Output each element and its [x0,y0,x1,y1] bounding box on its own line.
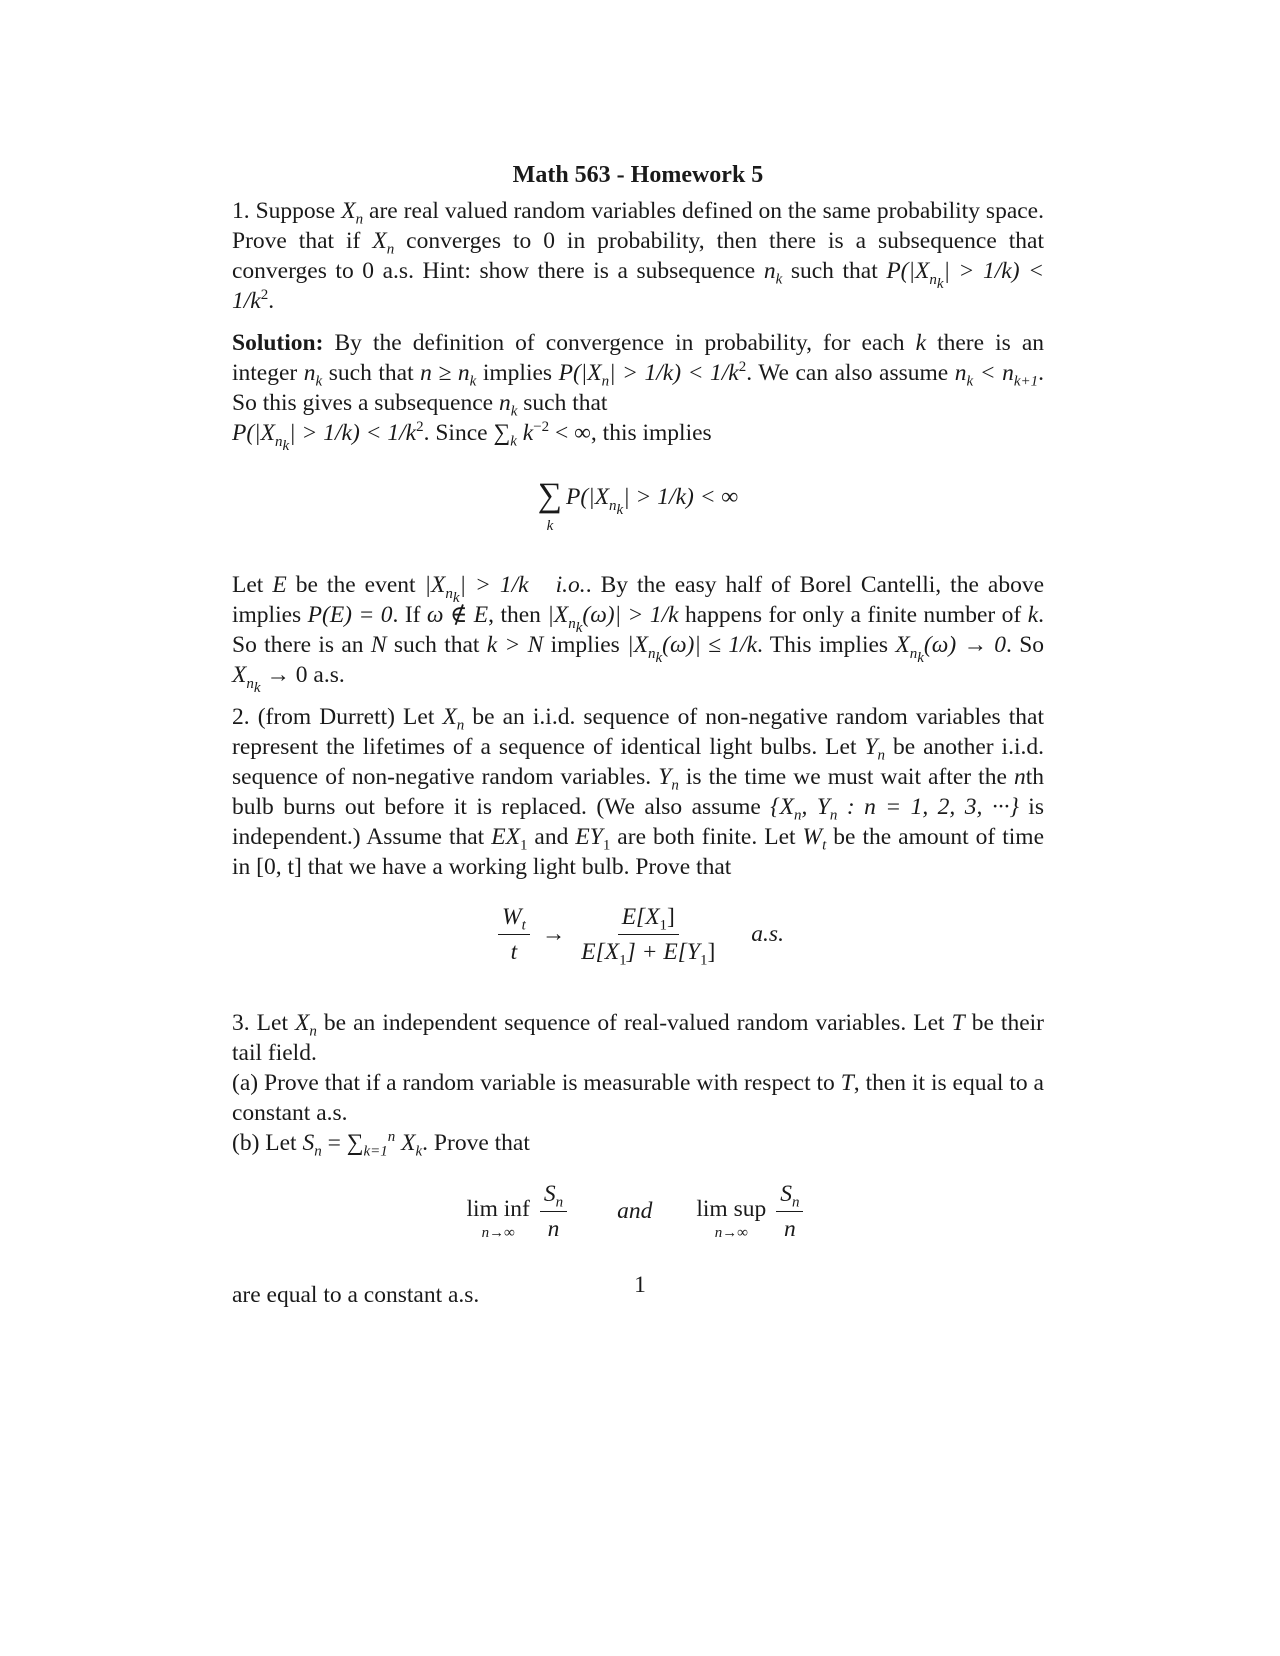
liminf-operator [467,1194,530,1242]
fraction-sn-over-n [540,1179,567,1244]
math-sub: k [415,1143,423,1160]
text: . We can also assume [746,360,955,386]
math: (ω)| > 1/k [582,602,679,628]
math: n [763,258,776,284]
math-sup: n [387,1129,396,1146]
math-sub: k [315,373,323,390]
fraction-denominator [780,1212,800,1244]
document-page [232,160,1044,1310]
math: n [783,1215,796,1242]
text: , then [488,602,548,628]
math-sub: n [568,615,576,632]
fraction-numerator [618,902,679,935]
text: happens for only a finite number of [678,602,1028,628]
math-sub: n [829,807,838,824]
math: S [543,1180,556,1207]
page-title: Math 563 - Homework 5 [512,162,764,188]
fraction-lhs [498,902,530,967]
text: 1. Suppose [232,198,342,224]
math: P(E) = 0 [307,602,393,628]
text: . [268,288,275,314]
text: . By the easy half of Borel Cantelli, the above implies [232,572,1045,628]
math-sub: n [929,271,937,288]
math-sub: 1 [519,837,528,854]
math-sub: t [822,837,827,854]
math: n [1013,764,1026,790]
display-equation-liminf-limsup [232,1178,1044,1258]
math-sub-sub: k [655,649,663,666]
math-sub-sub: k [616,501,624,518]
math-sub: k=1 [363,1143,388,1160]
math: n ≥ n [420,360,470,386]
math-sub-sub: k [282,437,290,454]
math: EX [491,824,520,850]
math: X [895,632,910,658]
math: (ω)| ≤ 1/k [662,632,758,658]
limit-subscript: n→∞ [481,1225,515,1241]
math: , Y [801,794,830,820]
math-sub: n [314,1143,322,1160]
fraction-sn-over-n [776,1179,803,1244]
math: P(|X [232,420,275,446]
text: are real valued random variables defined on the same probability space. Prove that if [232,198,1044,254]
text: Let [232,572,273,598]
math: n [954,360,967,386]
text: . So there is an [232,602,1044,658]
math-sub: n [671,777,679,794]
text: such that [386,632,487,658]
text: such that [517,390,608,416]
text: be the amount of time in [232,824,1045,880]
math: k [1027,602,1039,628]
text: and [527,824,576,850]
text: be an i.i.d. sequence of non-negative random variables that represent the lifetimes of a sequence of identical light bulbs. Let [232,704,1044,760]
text: . So [1006,632,1045,658]
math: EY [575,824,603,850]
text: are both finite. Let [610,824,803,850]
math: E [272,572,287,598]
text: (a) Prove that if a random variable is measurable with respect to [232,1070,841,1096]
sum-body [566,482,739,518]
math-sup: 2 [416,419,424,436]
math: n [498,390,511,416]
math: W [802,824,823,850]
limsup-operator [696,1194,766,1242]
text: be their tail field. [232,1010,1044,1066]
math: k [915,330,927,356]
limit-subscript: n→∞ [714,1225,748,1241]
math: X [232,662,247,688]
math: S [780,1180,792,1207]
math: ] [707,938,716,965]
math-sub: n [246,675,254,692]
math-sub: k [510,403,518,420]
fraction-numerator [540,1179,567,1212]
text: . Since [423,420,494,446]
display-equation-limit [232,892,1044,976]
math-sub: t [521,917,526,934]
summation [537,477,563,541]
math-sub: n [555,1194,564,1211]
problem-3b [232,1128,1044,1158]
problem-3-closing: are equal to a constant a.s. [232,1282,480,1308]
text: th bulb burns out before it is replaced. (We also assume [232,764,1044,820]
solution-paragraph-2 [232,570,1045,696]
text: is the time we must wait after the [678,764,1014,790]
math: X [295,1010,310,1036]
text: . So this gives a subsequence [232,360,1045,416]
math-sub: 1 [602,837,611,854]
math-sub-sub: k [452,589,460,606]
math: E[X [581,938,620,965]
text: implies [543,632,628,658]
math: i.o. [528,572,586,598]
fraction-denominator [577,935,719,967]
math: = ∑ [321,1130,364,1156]
math-sub: 1 [619,952,627,969]
fraction-rhs [577,902,719,967]
math: | > 1/k [459,572,529,598]
math: ω ∉ E [426,602,489,628]
math: P(|X [886,258,930,284]
math-sub: n [355,211,364,228]
fraction-numerator [776,1179,803,1212]
math-sub: n [386,241,395,258]
math: k > N [486,632,544,658]
math-sub-sub: k [917,649,924,666]
fraction-denominator [507,935,522,967]
text: . If [392,602,427,628]
math: : n = 1, 2, 3, ···} [837,794,1019,820]
math-sub: k [966,373,974,390]
math: {X [770,794,795,820]
math: k [516,420,534,446]
math-sub: 1 [699,952,708,969]
math: < n [973,360,1014,386]
math: T [951,1010,965,1036]
math-sub: n [909,645,918,662]
math-sub: n [309,1023,317,1040]
almost-surely-label: a.s. [751,921,784,947]
math: P(|X [558,360,602,386]
text: that we have a working light bulb. Prove that [301,854,732,880]
math-sup: 2 [738,359,747,376]
math-sub: k [510,433,517,450]
math: (ω) → 0 [923,632,1007,658]
math: ] + E[Y [626,938,700,965]
display-equation-sum [232,466,1044,556]
math: N [370,632,387,658]
sigma-symbol: ∑ [537,477,563,514]
limsup-label: lim sup [696,1196,767,1222]
math-sub: n [791,1194,800,1211]
math: E[X [621,903,660,930]
sum-index: k [546,518,554,534]
math-sub-sub: k [253,679,261,696]
math: P(|X [566,484,610,510]
math: < ∞ [549,420,591,446]
text: 2. (from Durrett) Let [232,704,443,730]
problem-3 [232,1008,1044,1068]
text: be the event [286,572,425,598]
math: Y [658,764,672,790]
text: implies [476,360,559,386]
page-number: 1 [634,1272,646,1298]
text: → 0 a.s. [260,662,345,688]
math: |X [424,572,446,598]
math: | > 1/k) < 1/k [232,258,1044,314]
math-sub-sub: k [575,619,583,636]
text: converges to 0 in probability, then there is a subsequence that converges to 0 a.s. Hint: show there is a subsequence [232,228,1044,284]
text: there is an integer [232,330,1045,386]
text: (b) Let [232,1130,303,1156]
text: be another i.i.d. sequence of non-negative random variables. [232,734,1044,790]
math-sub: n [877,747,886,764]
math-sub: n [456,717,465,734]
math-sub: n [601,373,610,390]
math: X [372,228,387,254]
text: By the definition of convergence in probability, for each [323,330,916,356]
text: is independent.) Assume that [232,794,1044,850]
fraction-numerator [498,902,530,935]
math-sub-sub: k [936,275,944,292]
math-sub: n [647,645,656,662]
math: ∑ [493,420,511,446]
math: | > 1/k) < 1/k [289,420,417,446]
math: | > 1/k) < ∞ [623,484,739,510]
text: be an independent sequence of real-valued random variables. Let [316,1010,952,1036]
math-sub: n [794,807,802,824]
problem-1 [232,196,1044,316]
math-sup: −2 [533,419,550,436]
text: . This implies [757,632,896,658]
fraction-denominator [544,1212,564,1244]
text: , then it is equal to a constant a.s. [232,1070,1044,1126]
math: t [510,938,518,965]
math-sub: k+1 [1013,373,1039,390]
math-sub: k [775,271,783,288]
math: X [442,704,457,730]
math: W [502,903,522,930]
math-sub: n [609,497,617,514]
math: |X [627,632,648,658]
text: . Prove that [422,1130,530,1156]
math-sub: k [469,373,477,390]
math: S [302,1130,315,1156]
math-sub: n [445,585,453,602]
and-label: and [617,1198,653,1224]
solution-paragraph [232,328,1045,454]
liminf-label: lim inf [466,1196,530,1222]
math: Y [864,734,878,760]
math: ] [667,903,675,930]
solution-label: Solution: [232,330,324,356]
problem-3a [232,1068,1044,1128]
math: X [395,1130,416,1156]
math-sup: 2 [260,287,269,304]
math: [0, t] [256,854,302,880]
math-sub: 1 [659,917,668,934]
math: n [303,360,316,386]
math-sub: n [275,433,283,450]
arrow: → [541,921,566,947]
math: n [547,1215,560,1242]
math: T [840,1070,854,1096]
math: | > 1/k) < 1/k [609,360,739,386]
text: , this implies [590,420,712,446]
text: such that [782,258,887,284]
text: such that [322,360,421,386]
math: |X [547,602,569,628]
problem-2 [232,702,1044,882]
math: X [341,198,356,224]
text: 3. Let [232,1010,296,1036]
